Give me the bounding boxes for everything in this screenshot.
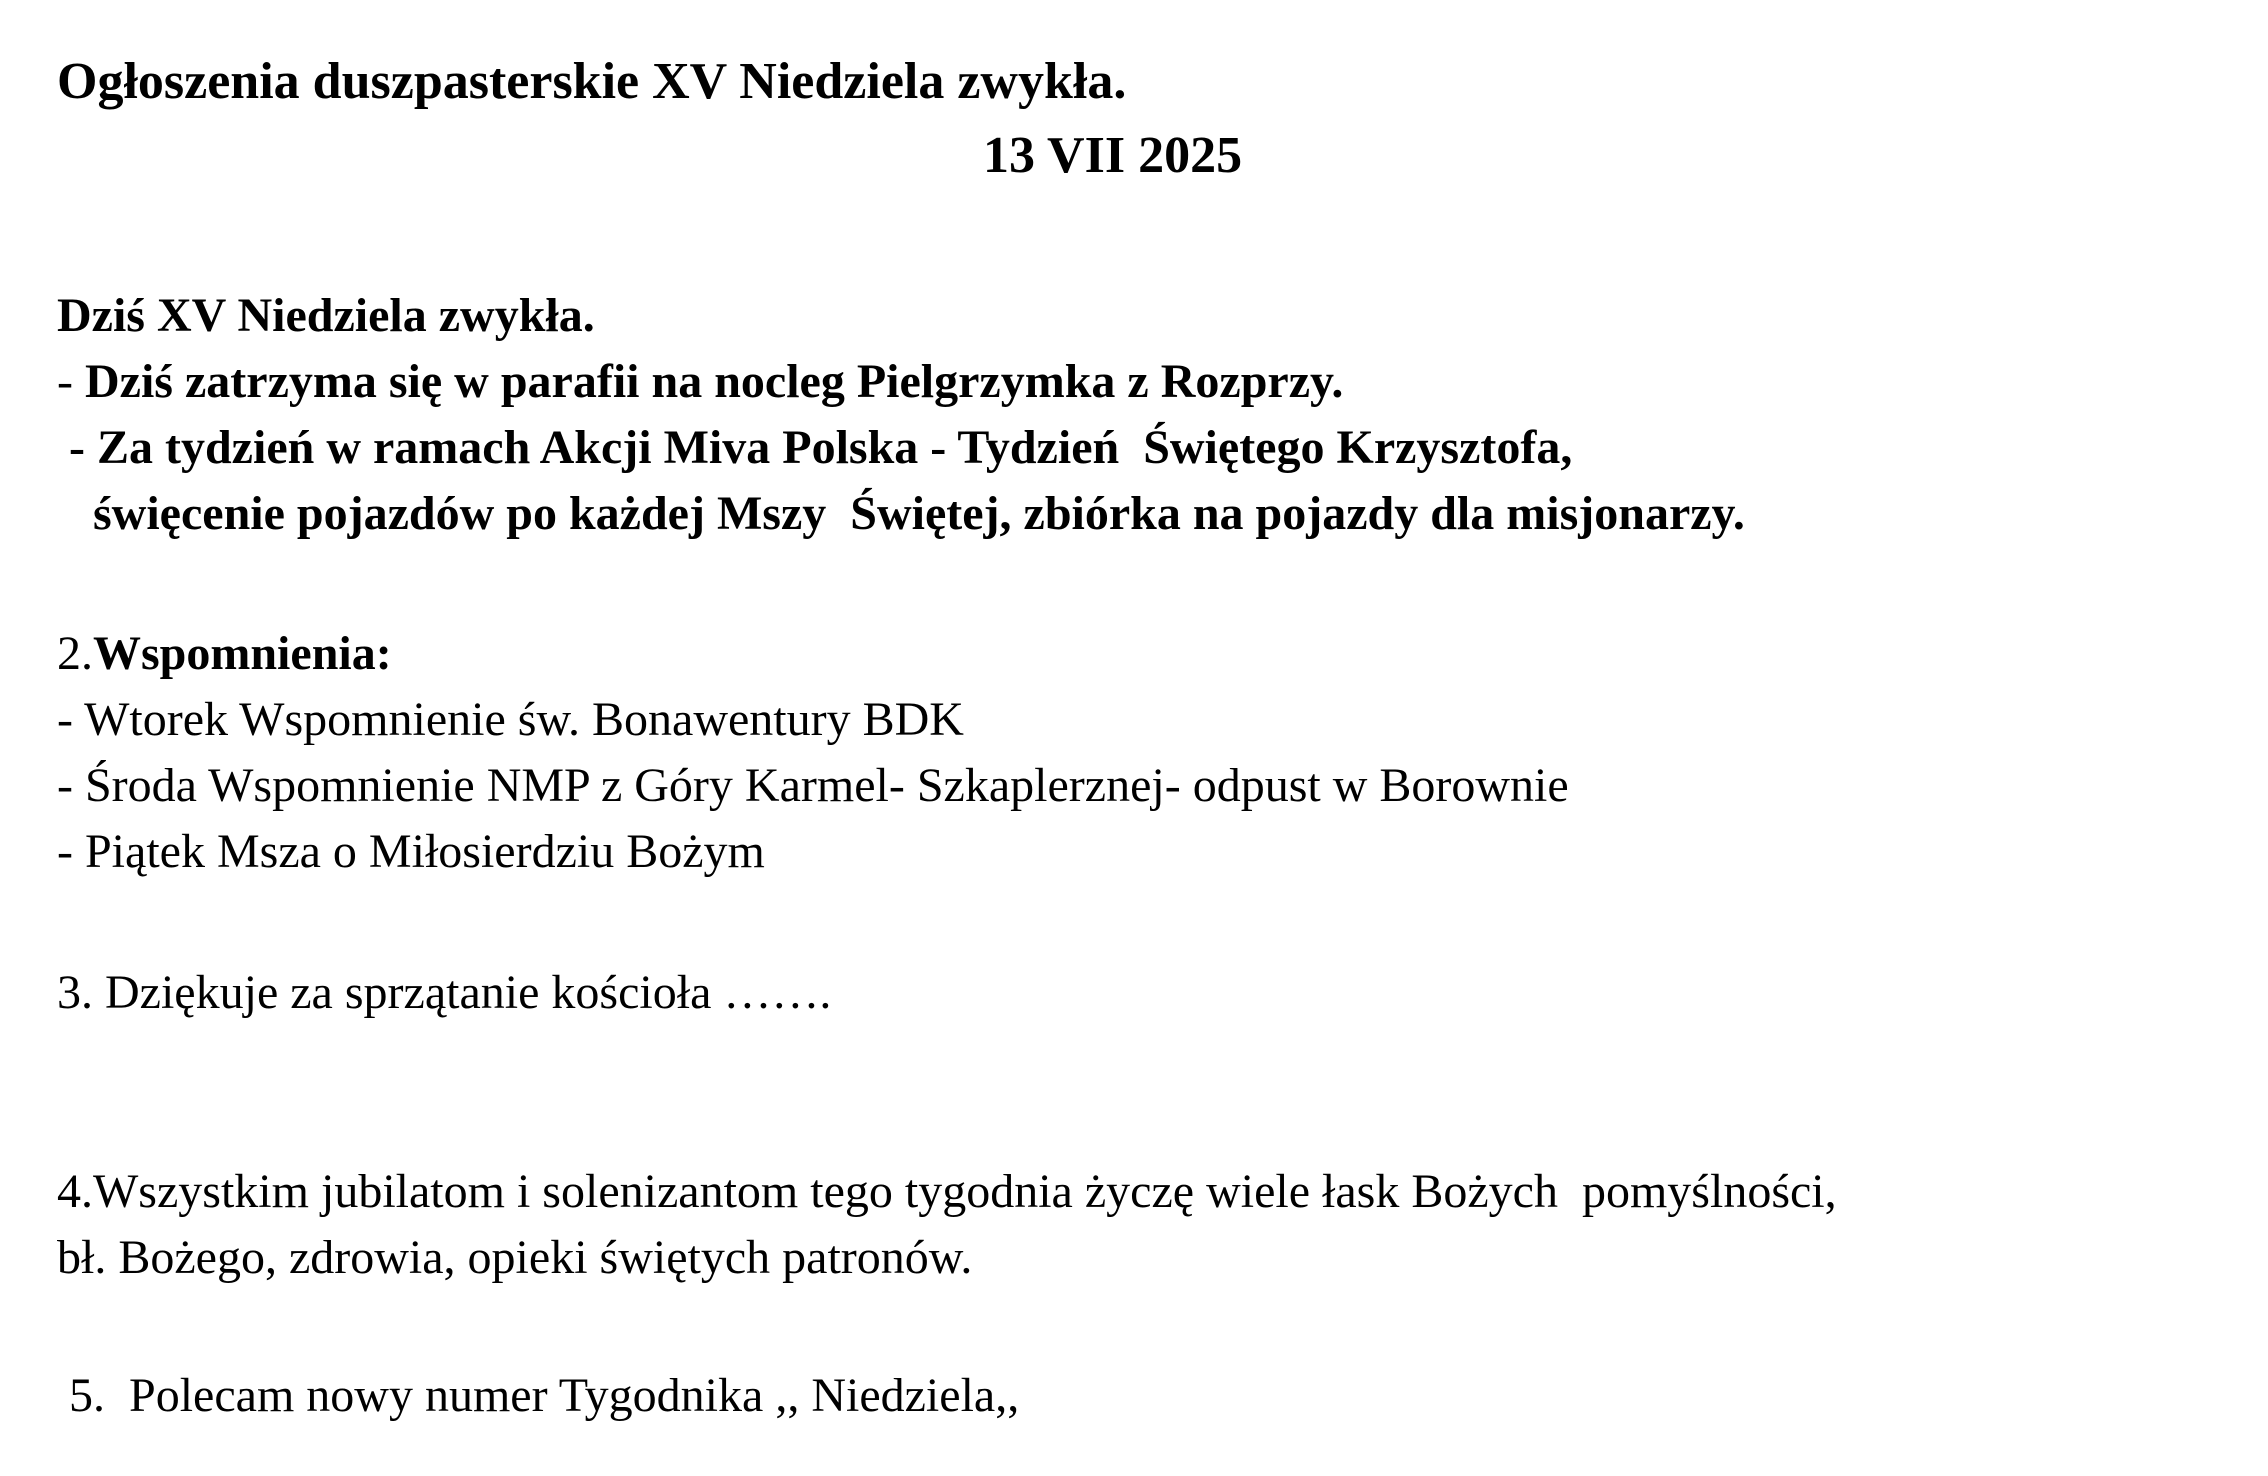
section2-heading-line (57, 622, 392, 686)
section1-item1-text: Dziś zatrzyma się w parafii na nocleg Pielgrzymka z Rozprzy. (84, 355, 1344, 408)
section2-number: 2. (57, 627, 93, 680)
document-date: 13 VII 2025 (983, 127, 1243, 184)
document-title: Ogłoszenia duszpasterskie XV Niedziela zwykła. (57, 53, 1127, 110)
section2-item-wednesday: - Środa Wspomnienie NMP z Góry Karmel- Szkaplerznej- odpust w Borownie (57, 759, 1569, 812)
section2-item-friday: - Piątek Msza o Miłosierdziu Bożym (57, 825, 765, 878)
section3-text: 3. Dziękuje za sprzątanie kościoła ……. (57, 966, 832, 1019)
section4-line2: bł. Bożego, zdrowia, opieki świętych patronów. (57, 1231, 973, 1284)
section2-item-tuesday: - Wtorek Wspomnienie św. Bonawentury BDK (57, 693, 964, 746)
section5-text: 5. Polecam nowy numer Tygodnika ,, Niedziela,, (57, 1369, 1020, 1422)
section1-item1 (57, 350, 1343, 414)
section1-item2-line2: święcenie pojazdów po każdej Mszy Świętej, zbiórka na pojazdy dla misjonarzy. (57, 487, 1745, 540)
section4-line1: 4.Wszystkim jubilatom i solenizantom tego tygodnia życzę wiele łask Bożych pomyślności, (57, 1165, 1837, 1218)
section2-heading: Wspomnienia: (93, 627, 392, 680)
section1-heading: Dziś XV Niedziela zwykła. (57, 289, 595, 342)
section1-item2-line1: - Za tydzień w ramach Akcji Miva Polska - Tydzień Świętego Krzysztofa, (57, 421, 1573, 474)
section1-item1-prefix: - (57, 355, 85, 408)
